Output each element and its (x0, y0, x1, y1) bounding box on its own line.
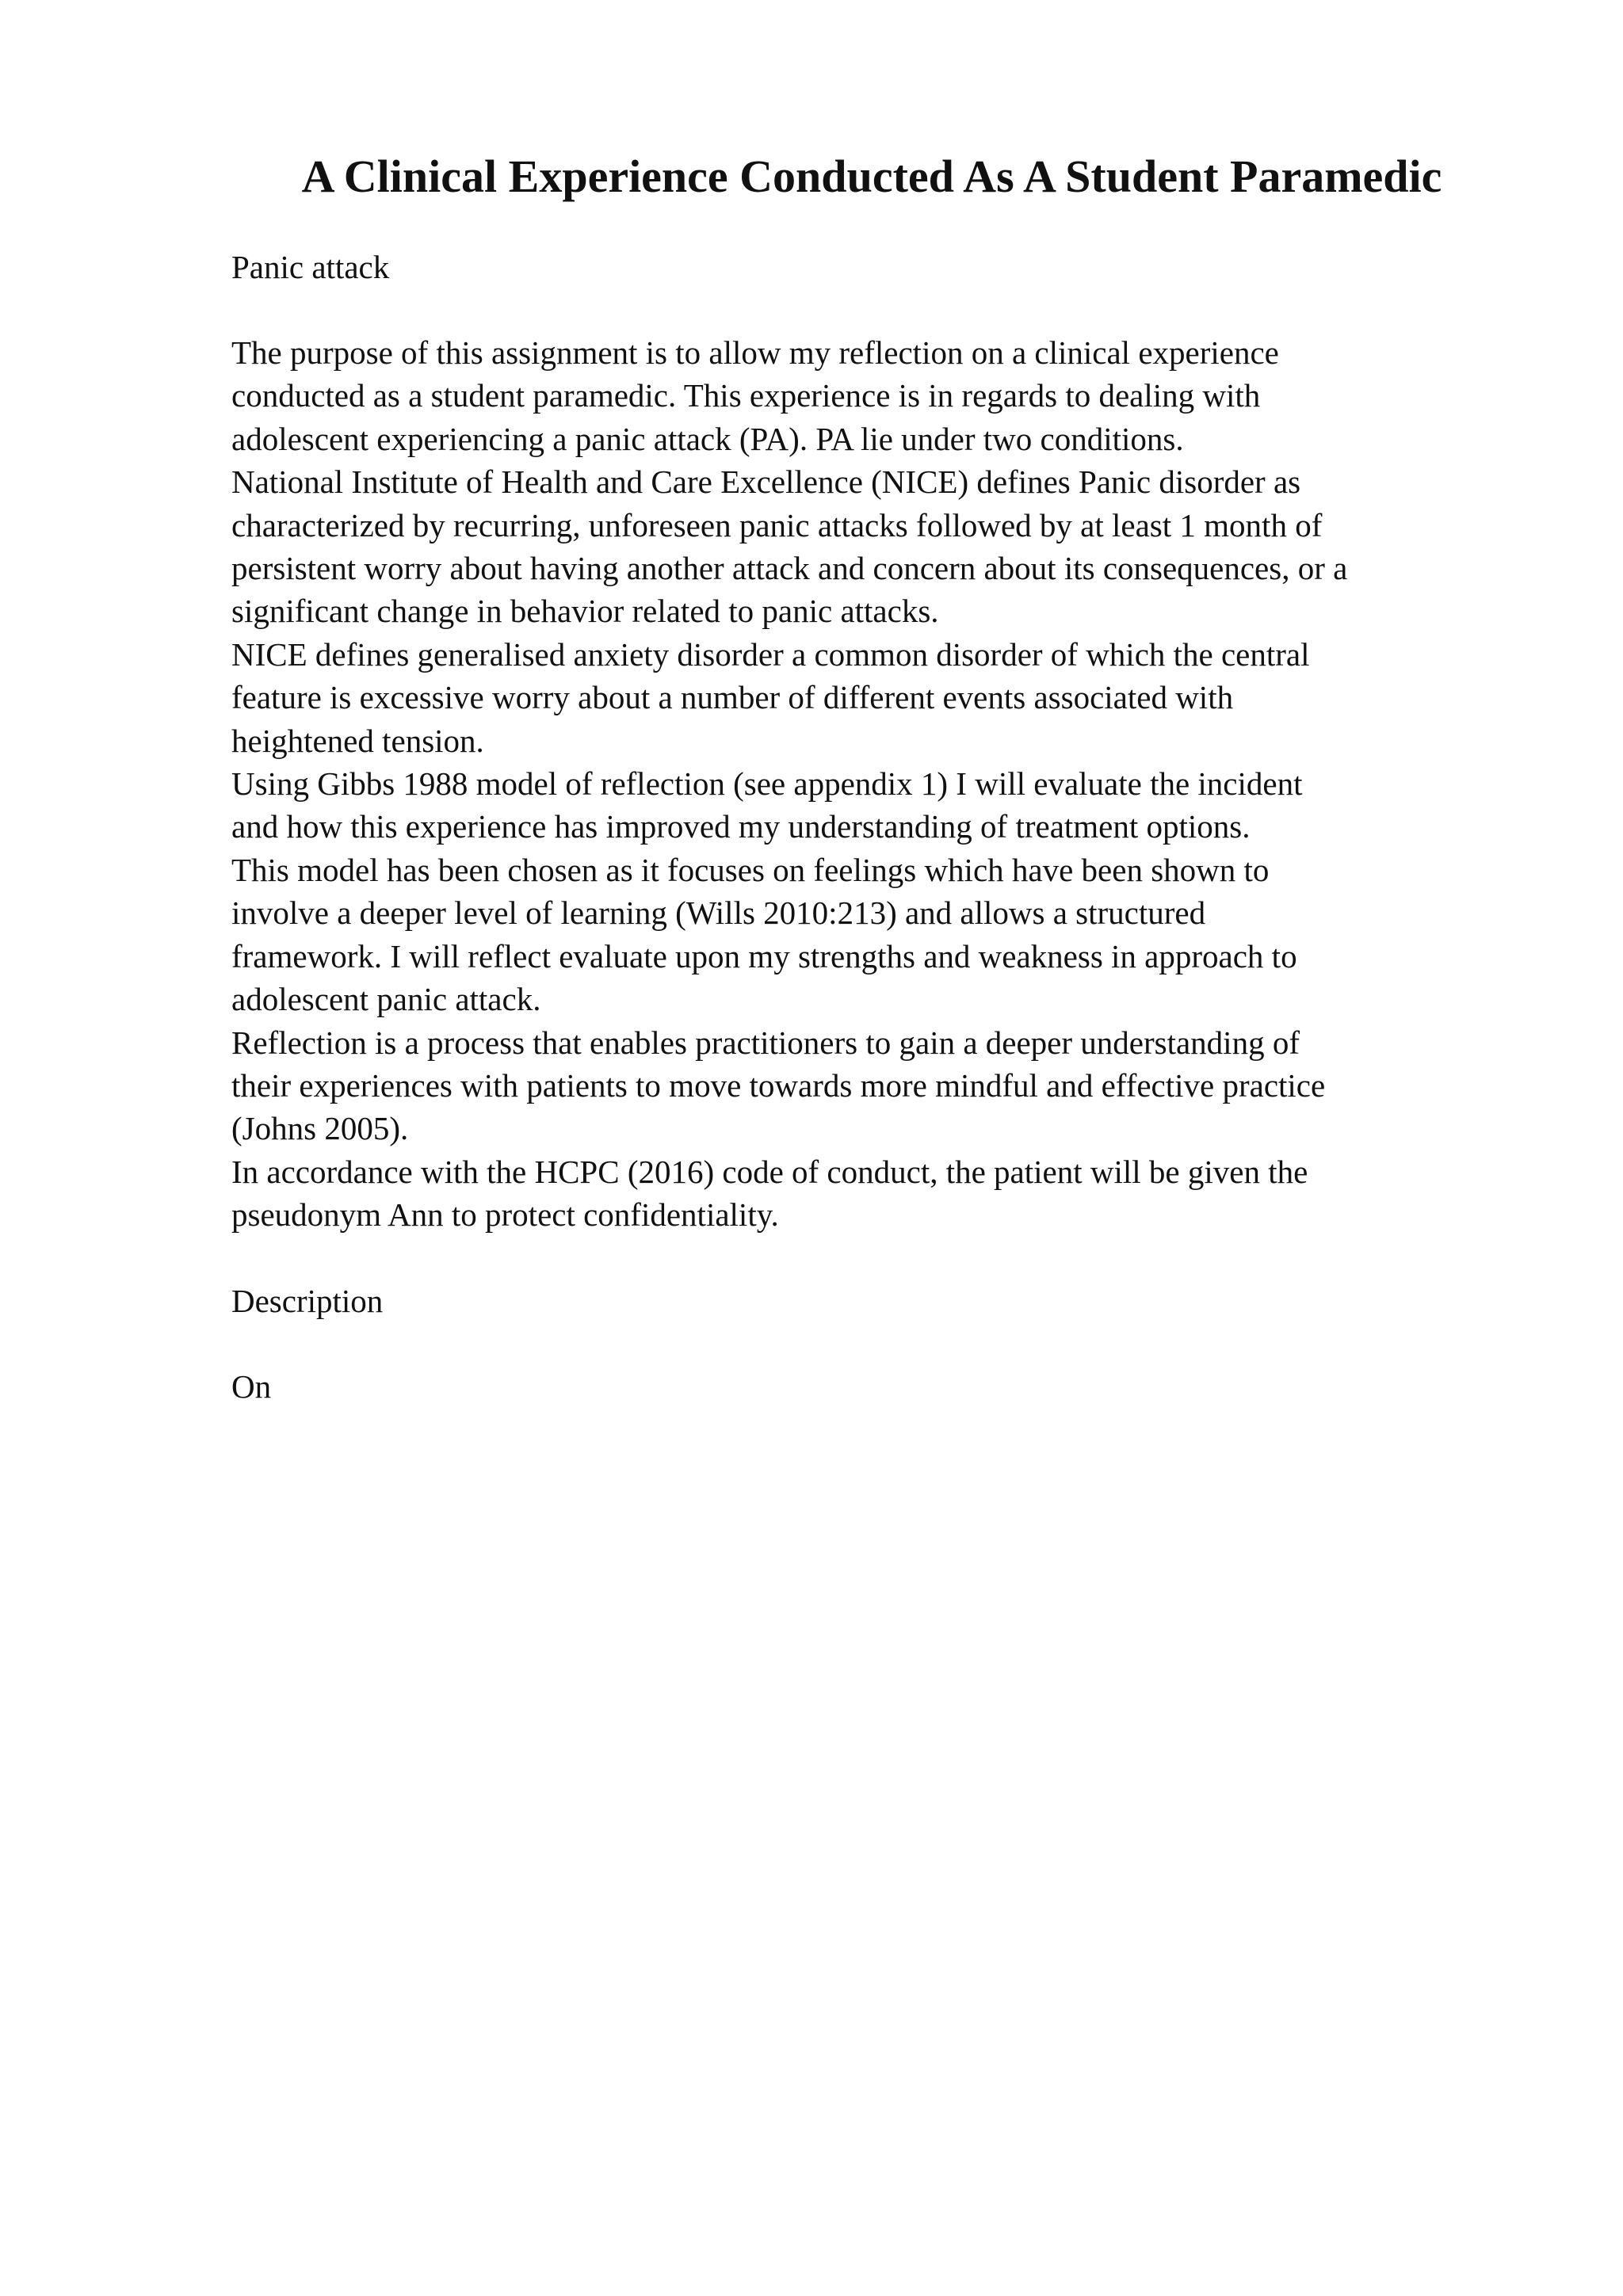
body-line: characterized by recurring, unforeseen panic attacks followed by at least 1 month of (231, 506, 1323, 543)
body-line: involve a deeper level of learning (Wills 2010:213) and allows a structured (231, 894, 1206, 932)
body-line: heightened tension. (231, 722, 484, 759)
body-line: NICE defines generalised anxiety disorder a common disorder of which the central (231, 635, 1310, 673)
body-paragraphs (231, 331, 1507, 1237)
body-line: In accordance with the HCPC (2016) code of conduct, the patient will be given the (231, 1153, 1308, 1190)
body-line: their experiences with patients to move towards more mindful and effective practice (231, 1066, 1326, 1104)
body-line: adolescent panic attack. (231, 981, 541, 1018)
section-heading-panic-attack: Panic attack (231, 249, 390, 285)
document-title: A Clinical Experience Conducted As A Student Paramedic (301, 151, 1442, 202)
body-line: conducted as a student paramedic. This experience is in regards to dealing with (231, 377, 1261, 414)
body-line: The purpose of this assignment is to allow my reflection on a clinical experience (231, 334, 1279, 371)
document-body (231, 246, 1507, 1408)
body-line: (Johns 2005). (231, 1110, 409, 1147)
body-line: This model has been chosen as it focuses on feelings which have been shown to (231, 851, 1270, 888)
body-line: National Institute of Health and Care Excellence (NICE) defines Panic disorder as (231, 463, 1301, 501)
description-text: On (231, 1367, 272, 1405)
body-line: persistent worry about having another attack and concern about its consequences, or a (231, 550, 1348, 587)
body-line: significant change in behavior related to panic attacks. (231, 593, 939, 630)
body-line: adolescent experiencing a panic attack (PA). PA lie under two conditions. (231, 420, 1184, 457)
body-line: Using Gibbs 1988 model of reflection (see appendix 1) I will evaluate the incident (231, 765, 1303, 803)
section-heading-description: Description (231, 1282, 384, 1319)
body-line: Reflection is a process that enables practitioners to gain a deeper understanding of (231, 1024, 1300, 1061)
body-line: feature is excessive worry about a number of different events associated with (231, 679, 1234, 716)
body-line: and how this experience has improved my understanding of treatment options. (231, 808, 1251, 845)
body-line: pseudonym Ann to protect confidentiality. (231, 1196, 779, 1234)
body-line: framework. I will reflect evaluate upon my strengths and weakness in approach to (231, 937, 1297, 974)
